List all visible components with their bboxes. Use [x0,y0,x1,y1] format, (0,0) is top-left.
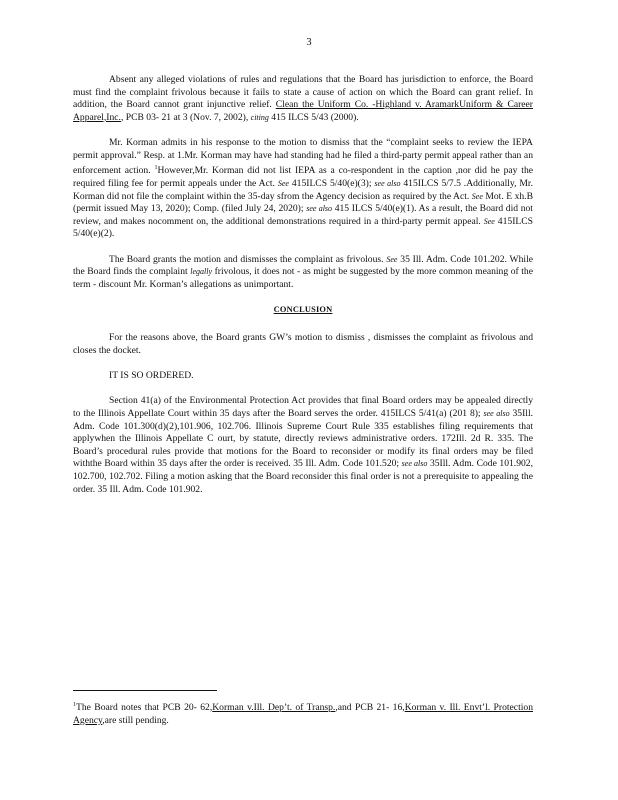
opinion-body [73,74,533,509]
paragraph-text: 415ILCS 5/40(e)(2). [73,215,533,240]
paragraph-text: 415ILCS 5/7.5 .Additionally, Mr. Korman did not file the complaint within the 35-day sfrom the Agency decision as required by the Act. [73,177,533,202]
paragraph-appeal-rights [73,395,533,496]
paragraph-text: 415 ILCS 5/40(e)(1). As a result, the Board did not review, and makes nocomment on, the additional demonstrations required in a third-party permit appeal. [73,203,533,227]
signal-see-also: see also [483,409,510,419]
signal-see-also: see also [306,204,333,214]
conclusion-heading [73,304,533,317]
paragraph-text: 35Ill. Adm. Code 101.902, 102.700, 102.702. Filing a motion asking that the Board reconsider this final order is not a prerequisite to appealing the order. 35 Ill. Adm. Code 101.902. [73,458,533,495]
footnote-separator [73,690,217,691]
paragraph-text: Section 41(a) of the Environmental Protection Act provides that final Board orders may be appealed directly to the Illinois Appellate Court within 35 days after the Board serves the order. 415ILCS 5/41(a) (201 8); [73,395,533,420]
signal-see-also: see also [374,178,401,188]
footnote [73,699,533,727]
heading-text: CONCLUSION [273,304,333,314]
signal-see-also: see also [401,459,428,469]
term-legally: legally [190,267,213,277]
paragraph-conclusion: For the reasons above, the Board grants GW’s motion to dismiss , dismisses the complaint as frivolous and closes the docket. [73,332,533,357]
signal-see: See [483,216,495,226]
paragraph-text: Absent any alleged violations of rules and regulations that the Board has jurisdiction to enforce, the Board must find the complaint frivolous because it fails to state a cause of action on which the Board can grant relief. In addition, the Board cannot grant injunctive relief. [73,74,533,111]
case-citation: Clean the Uniform Co. -Highland v. AramarkUniform & Career Apparel,Inc. [73,99,534,123]
paragraph-so-ordered: IT IS SO ORDERED. [109,370,194,382]
footnote-text: The Board notes that PCB 20- 62, [76,702,213,714]
paragraph-text: However,Mr. Korman did not list IEPA as a co-respondent in the caption ,nor did he pay the required filing fee for permit appeals under the Act. [73,165,534,189]
paragraph-text: 415ILCS 5/40(e)(3); [291,177,372,189]
paragraph-frivolous [73,254,533,292]
signal-see: See [471,191,483,201]
paragraph-text: Mot. E xh.B (permit issued May 13, 2020); Comp. (filed July 24, 2020); [73,190,533,215]
paragraph-jurisdiction [73,74,533,124]
footnote-reference: 1 [154,165,158,172]
page-number: 3 [306,37,312,48]
paragraph-text: The Board grants the motion and dismisses the complaint as frivolous. [109,253,384,265]
signal-citing: citing [250,112,269,122]
paragraph-standing [73,137,533,241]
footnote-text: ,are still pending. [102,714,169,726]
paragraph-text: frivolous, it does not - as might be suggested by the more common meaning of the term - discount Mr. Korman’s allegations as unimportant. [73,266,533,290]
footnote-mark: 1 [73,702,76,708]
paragraph-text: Mr. Korman admits in his response to the motion to dismiss that the “complaint seeks to review the IEPA permit approval.” Resp. at 1.Mr. Korman may have had standing had he filed a third-party permit appeal rather than an enforcement action. [73,136,533,177]
paragraph-text: 35Ill. Adm. Code 101.300(d)(2),101.906, 102.706. Illinois Supreme Court Rule 335 establishes filing requirements that applywhen the Illinois Appellate C ourt, by statute, directly reviews administrative orders. 172Ill. 2d R. 335. The Board’s procedural rules provide that motions for the Board to reconsider or modify its final orders may be filed withthe Board within 35 days after the order is received. 35 Ill. Adm. Code 101.520; [73,408,534,470]
case-citation: Korman v.Ill. Dep’t. of Transp. [212,702,336,714]
case-citation: Korman v. Ill. Envt’l. Protection Agency [73,702,533,726]
paragraph-text: 35 Ill. Adm. Code 101.202. While the Board finds the complaint [73,253,533,278]
paragraph-text: 415 ILCS 5/43 (2000). [271,111,359,123]
signal-see: See [277,178,289,188]
signal-see: See [386,254,398,264]
paragraph-text: , PCB 03- 21 at 3 (Nov. 7, 2002), [120,111,249,123]
footnote-text: ,and PCB 21- 16, [335,702,405,714]
